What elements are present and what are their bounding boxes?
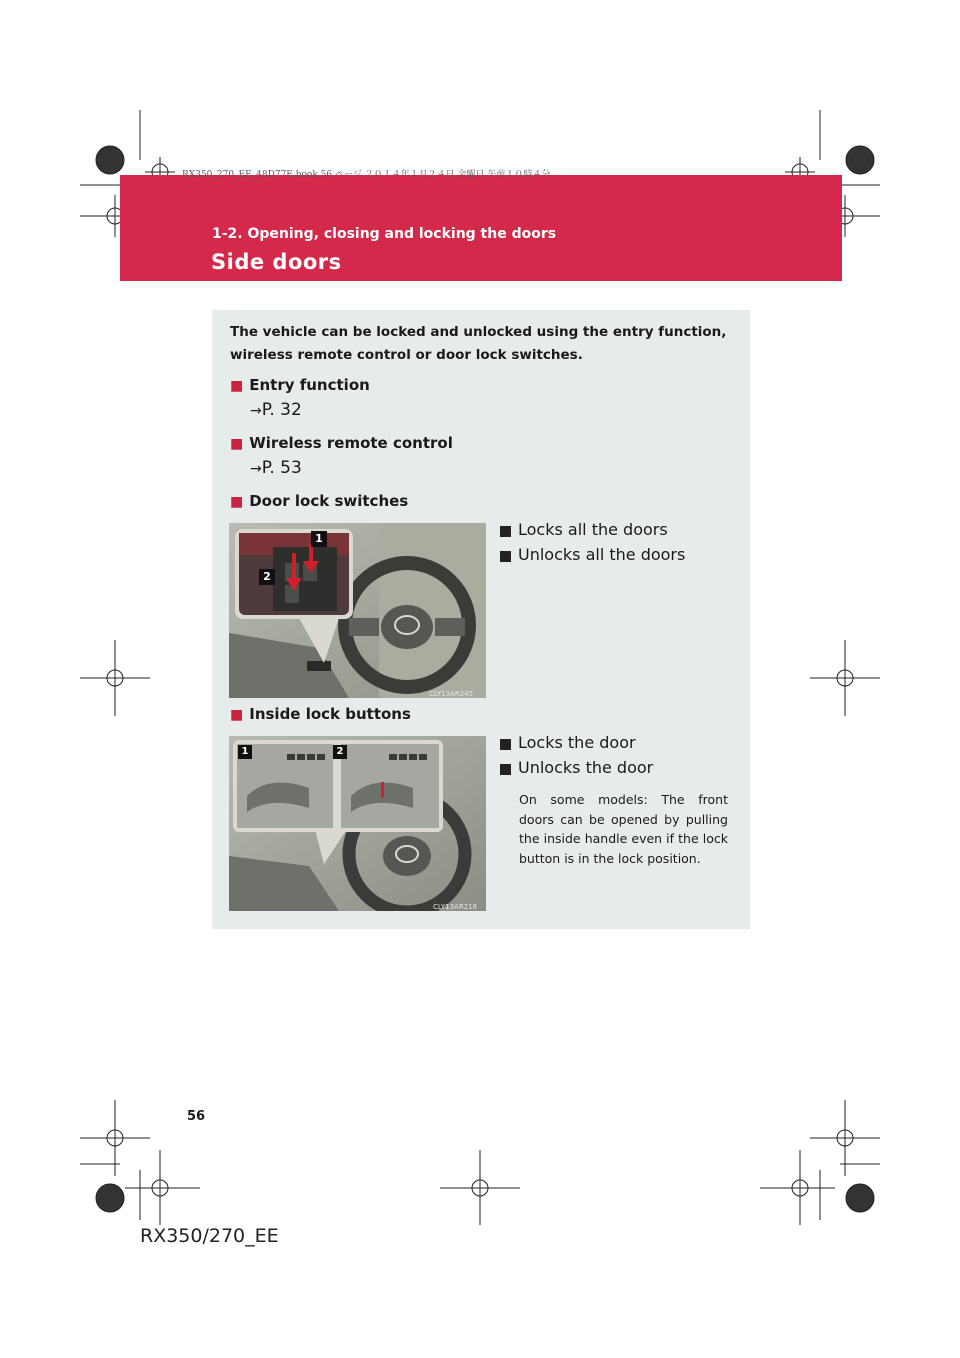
callout-badge-1 (500, 526, 511, 537)
square-bullet-icon: ■ (230, 707, 244, 723)
subhead-label: Entry function (249, 376, 370, 394)
subhead-entry-function (230, 376, 370, 394)
photo-badge-2: 2 (333, 745, 347, 759)
page-ref-label: P. 32 (261, 400, 302, 420)
page-number: 56 (187, 1109, 206, 1124)
subhead-label: Inside lock buttons (249, 705, 411, 723)
door-lock-switch-photo (229, 523, 486, 698)
callout-lock-all: Locks all the doors (518, 520, 668, 539)
print-meta: RX350_270_EE_48D77E.book 56 ページ ２０１４年１月２４日 金曜日 午前１０時４分 (182, 170, 551, 180)
square-bullet-icon: ■ (230, 494, 244, 510)
arrow-right-icon: → (250, 461, 262, 477)
photo-code: CLY13AR218 (433, 903, 478, 911)
subhead-door-lock-switches (230, 492, 408, 510)
page-title: Side doors (211, 250, 342, 274)
inside-lock-button-photo (229, 736, 486, 911)
square-bullet-icon: ■ (230, 378, 244, 394)
photo-code: CLY13AR245 (429, 690, 474, 698)
page-ref-wireless[interactable] (250, 458, 302, 478)
square-bullet-icon: ■ (230, 436, 244, 452)
callout-lock-door: Locks the door (518, 733, 636, 752)
callout-badge-2 (500, 551, 511, 562)
callout-unlock-door: Unlocks the door (518, 758, 654, 777)
intro-text: The vehicle can be locked and unlocked using the entry function, wireless remote control or door lock switches. (230, 324, 727, 363)
model-code: RX350/270_EE (140, 1225, 279, 1247)
subhead-label: Door lock switches (249, 492, 409, 510)
subhead-inside-lock-buttons (230, 705, 411, 723)
page-ref-entry[interactable] (250, 400, 302, 420)
note-text: On some models: The front doors can be opened by pulling the inside handle even if the lock button is in the lock position. (519, 792, 728, 866)
section-title: 1-2. Opening, closing and locking the doors (212, 226, 557, 242)
arrow-right-icon: → (250, 403, 262, 419)
photo-badge-1: 1 (311, 531, 327, 547)
callout-unlock-all: Unlocks all the doors (518, 545, 686, 564)
callout-badge-1 (500, 739, 511, 750)
subhead-wireless-remote (230, 434, 453, 452)
photo-badge-1: 1 (238, 745, 252, 759)
photo-badge-2: 2 (259, 569, 275, 585)
subhead-label: Wireless remote control (249, 434, 453, 452)
page-ref-label: P. 53 (261, 458, 302, 478)
callout-badge-2 (500, 764, 511, 775)
